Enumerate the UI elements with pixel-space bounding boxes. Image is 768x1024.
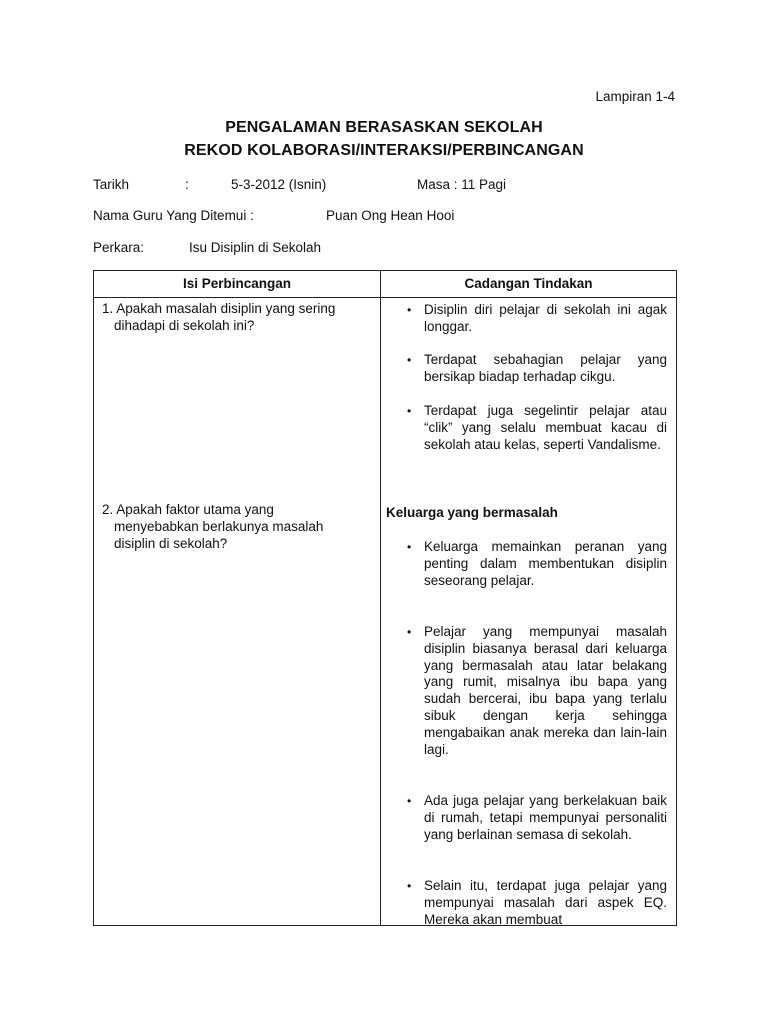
- discussion-table: [93, 270, 677, 926]
- subheading: Keluarga yang bermasalah: [386, 505, 558, 520]
- title-line-1: PENGALAMAN BERASASKAN SEKOLAH: [225, 119, 543, 136]
- list-item-text: Ada juga pelajar yang berkelakuan baik di rumah, tetapi mempunyai personaliti yang berlainan semasa di sekolah.: [424, 793, 667, 842]
- list-item: [391, 352, 667, 386]
- table-row: [94, 298, 677, 926]
- question-2-rest: menyebabkan berlakunya masalah disiplin di sekolah?: [114, 518, 324, 551]
- list-item: [391, 403, 667, 453]
- list-item-text: Selain itu, terdapat juga pelajar yang mempunyai masalah dari aspek EQ. Mereka akan membuat: [424, 878, 667, 927]
- bullet-icon: •: [407, 540, 412, 554]
- list-item-text: Terdapat juga segelintir pelajar atau “clik” yang selalu membuat kacau di sekolah atau kelas, seperti Vandalisme.: [424, 403, 667, 452]
- table-header-row: [94, 271, 677, 298]
- date-colon: :: [185, 177, 189, 192]
- list-item-text: Terdapat sebahagian pelajar yang bersikap biadap terhadap cikgu.: [424, 352, 667, 384]
- list-item-text: Disiplin diri pelajar di sekolah ini agak longgar.: [424, 302, 667, 334]
- title-line-2: REKOD KOLABORASI/INTERAKSI/PERBINCANGAN: [184, 142, 584, 159]
- list-item: [391, 793, 667, 843]
- list-item: [391, 302, 667, 336]
- action-cell: [381, 298, 677, 926]
- bullet-icon: •: [407, 303, 412, 317]
- list-item-text: Keluarga memainkan peranan yang penting dalam membentukan disiplin seseorang pelajar.: [424, 539, 667, 588]
- question-1-line: 1. Apakah masalah disiplin yang sering: [102, 301, 336, 316]
- bullet-icon: •: [407, 879, 412, 893]
- question-1: [102, 301, 377, 335]
- list-item: [391, 624, 667, 758]
- time-value: Masa : 11 Pagi: [417, 177, 507, 192]
- header-discussion: Isi Perbincangan: [94, 271, 381, 298]
- matter-label: Perkara:: [93, 240, 145, 255]
- bullet-icon: •: [407, 625, 412, 639]
- question-2-line: 2. Apakah faktor utama yang: [102, 502, 274, 517]
- header-action: Cadangan Tindakan: [381, 271, 677, 298]
- bullet-icon: •: [407, 404, 412, 418]
- teacher-value: Puan Ong Hean Hooi: [326, 208, 455, 223]
- matter-value: Isu Disiplin di Sekolah: [189, 240, 322, 255]
- discussion-cell: [94, 298, 381, 926]
- question-1-rest: dihadapi di sekolah ini?: [114, 317, 255, 333]
- list-item: [391, 878, 667, 928]
- list-item: [391, 539, 667, 589]
- bullet-icon: •: [407, 794, 412, 808]
- bullet-icon: •: [407, 353, 412, 367]
- date-value: 5-3-2012 (Isnin): [231, 177, 327, 192]
- date-label: Tarikh: [93, 177, 130, 192]
- appendix-label: Lampiran 1-4: [595, 89, 675, 104]
- teacher-label: Nama Guru Yang Ditemui :: [93, 208, 254, 223]
- question-2: [102, 502, 370, 552]
- list-item-text: Pelajar yang mempunyai masalah disiplin biasanya berasal dari keluarga yang bermasalah atau latar belakang yang rumit, misalnya ibu bapa yang sudah bercerai, ibu bapa yang terlalu sibuk dengan kerja sehingga mengabaikan anak mereka dan lain-lain lagi.: [424, 624, 667, 757]
